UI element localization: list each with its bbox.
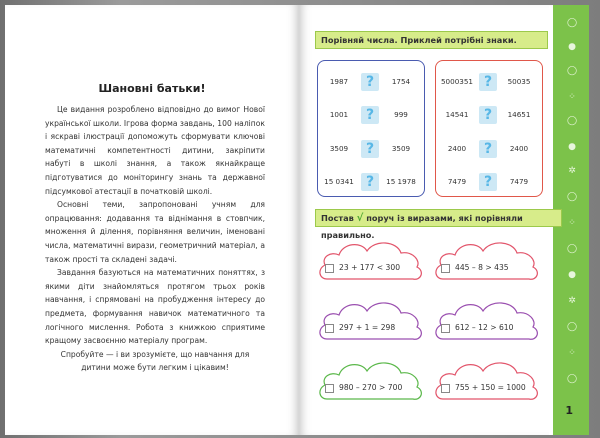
task-2-text-after: поруч із виразами, які порівняли правильно. <box>321 213 523 240</box>
circle-decor-icon: ◯ <box>566 374 578 384</box>
math-expression: 297 + 1 = 298 <box>339 323 396 332</box>
answer-checkbox[interactable] <box>441 384 450 393</box>
circle-decor-icon: ◯ <box>566 66 578 76</box>
math-expression: 612 – 12 > 610 <box>455 323 514 332</box>
compare_right-right-number: 14651 <box>507 110 531 119</box>
dots-decor-icon: ⁘ <box>568 348 576 358</box>
compare_left-left-number: 15 0341 <box>324 177 354 186</box>
task-1-instruction: Порівняй числа. Приклей потрібні знаки. <box>315 31 548 49</box>
compare_right-right-number: 50035 <box>507 77 531 86</box>
dots-decor-icon: ⁘ <box>568 218 576 228</box>
math-expression: 755 + 150 = 1000 <box>455 383 526 392</box>
compare_right-left-number: 2400 <box>447 144 467 153</box>
expression-cloud <box>317 235 425 283</box>
task-2-instruction <box>315 209 562 240</box>
compare_right-left-number: 14541 <box>445 110 469 119</box>
sign-placeholder-question-icon[interactable]: ? <box>361 106 379 124</box>
dot-decor-icon: ● <box>568 42 576 52</box>
answer-checkbox[interactable] <box>441 264 450 273</box>
compare_right-right-number: 7479 <box>509 177 529 186</box>
compare_right-left-number: 5000351 <box>440 77 473 86</box>
sign-placeholder-question-icon[interactable]: ? <box>479 140 497 158</box>
dot-decor-icon: ● <box>568 142 576 152</box>
circle-decor-icon: ◯ <box>566 244 578 254</box>
paragraph: Спробуйте — і ви зрозумієте, що навчання для дитини може бути легким і цікавим! <box>60 349 250 373</box>
intro-text <box>45 103 265 375</box>
math-expression: 445 – 8 > 435 <box>455 263 509 272</box>
circle-decor-icon: ◯ <box>566 322 578 332</box>
answer-checkbox[interactable] <box>441 324 450 333</box>
page-number: 1 <box>565 404 573 417</box>
sign-placeholder-question-icon[interactable]: ? <box>361 173 379 191</box>
expression-cloud <box>317 295 425 343</box>
answer-checkbox[interactable] <box>325 264 334 273</box>
dot-decor-icon: ● <box>568 270 576 280</box>
star-decor-icon: ✲ <box>568 166 576 176</box>
compare_right-right-number: 2400 <box>509 144 529 153</box>
sign-placeholder-question-icon[interactable]: ? <box>361 73 379 91</box>
task-2-text-before: Постав <box>321 213 354 223</box>
compare_right-left-number: 7479 <box>447 177 467 186</box>
circle-decor-icon: ◯ <box>566 116 578 126</box>
math-expression: 23 + 177 < 300 <box>339 263 401 272</box>
circle-decor-icon: ◯ <box>566 18 578 28</box>
star-decor-icon: ✲ <box>568 296 576 306</box>
circle-decor-icon: ◯ <box>566 192 578 202</box>
compare_left-right-number: 1754 <box>391 77 411 86</box>
page-title: Шановні батьки! <box>98 82 206 95</box>
compare_left-left-number: 1987 <box>329 77 349 86</box>
checkmark-icon: √ <box>356 213 364 224</box>
sign-placeholder-question-icon[interactable]: ? <box>361 140 379 158</box>
paragraph: Це видання розроблено відповідно до вимог Нової української школи. Ігрова форма завдань, 100 наліпок і яскраві ілюстрації допоможуть сформувати ключові математичні компетентності дитини, закріпити набуті в школі знання, а також якнайкраще підготуватися до моніторингу знань та державної підсумкової атестації в початковій школі. <box>45 105 265 196</box>
math-expression: 980 – 270 > 700 <box>339 383 403 392</box>
paragraph: Основні теми, запропоновані учням для опрацювання: додавання та віднімання в стовпчик, множення й ділення, порівняння величин, іменовані числа, математичні вирази, геометричний матеріал, а також прості та складені задачі. <box>45 200 265 264</box>
answer-checkbox[interactable] <box>325 384 334 393</box>
dots-decor-icon: ⁘ <box>568 92 576 102</box>
expression-cloud <box>433 355 541 403</box>
expression-cloud <box>433 295 541 343</box>
compare_left-right-number: 999 <box>394 110 408 119</box>
compare_left-right-number: 15 1978 <box>386 177 416 186</box>
sign-placeholder-question-icon[interactable]: ? <box>479 106 497 124</box>
compare_left-left-number: 1001 <box>329 110 349 119</box>
expression-cloud <box>433 235 541 283</box>
right-page <box>299 5 589 435</box>
answer-checkbox[interactable] <box>325 324 334 333</box>
expression-cloud <box>317 355 425 403</box>
compare_left-right-number: 3509 <box>391 144 411 153</box>
sign-placeholder-question-icon[interactable]: ? <box>479 173 497 191</box>
compare_left-left-number: 3509 <box>329 144 349 153</box>
paragraph: Завдання базуються на математичних поняттях, з якими діти знайомляться протягом трьох років навчання, і спрямовані на пробудження інтересу до предмета, формування навичок математичного та логічного мислення. Робота з книжкою сприятиме кращому засвоєнню матеріалу програм. <box>45 268 265 346</box>
sign-placeholder-question-icon[interactable]: ? <box>479 73 497 91</box>
left-page <box>5 5 299 435</box>
